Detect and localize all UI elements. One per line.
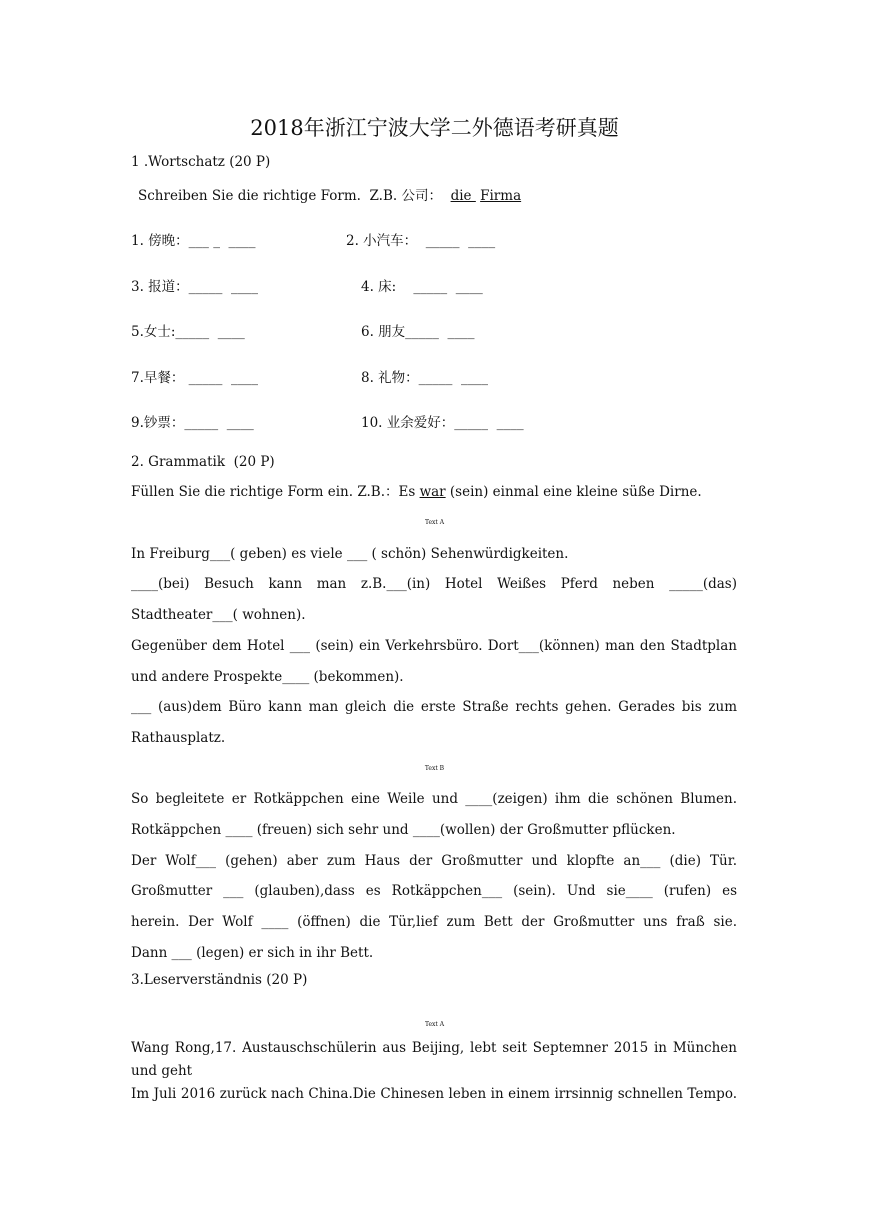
section-1-instruction xyxy=(138,187,521,205)
section-2-instruction-tail: (sein) einmal eine kleine süße Dirne. xyxy=(445,484,702,500)
grammar-text-a-line: ___ (aus)dem Büro kann man gleich die erste Straße rechts gehen. Gerades bis zum xyxy=(131,699,737,715)
reading-text-a-label: Text A xyxy=(424,1021,445,1028)
section-3-heading: 3.Leserverständnis (20 P) xyxy=(131,972,308,988)
grammar-text-a-line: und andere Prospekte____ (bekommen). xyxy=(131,669,404,685)
grammar-text-b-line: Der Wolf___ (gehen) aber zum Haus der Großmutter und klopfte an___ (die) Tür. xyxy=(131,853,737,869)
reading-text-a-line: Im Juli 2016 zurück nach China.Die Chinesen leben in einem irrsinnig schnellen Tempo. xyxy=(131,1086,737,1102)
grammar-text-b-line: So begleitete er Rotkäppchen eine Weile und ____(zeigen) ihm die schönen Blumen. xyxy=(131,791,737,807)
section-2-heading: 2. Grammatik (20 P) xyxy=(131,454,275,470)
example-answer: war xyxy=(419,484,446,500)
vocab-item-7: 7.早餐： _____ ____ xyxy=(131,370,259,386)
section-2-instruction xyxy=(131,483,702,501)
grammar-text-b-line: Dann ___ (legen) er sich in ihr Bett. xyxy=(131,945,374,961)
reading-text-a-line: Wang Rong,17. Austauschschülerin aus Beijing, lebt seit Septemner 2015 in München xyxy=(131,1040,737,1056)
vocab-item-3: 3. 报道：_____ ____ xyxy=(131,279,259,295)
grammar-text-a-label: Text A xyxy=(424,519,445,526)
vocab-item-8: 8. 礼物：_____ ____ xyxy=(361,370,489,386)
grammar-text-b-line: Großmutter ___ (glauben),dass es Rotkäppchen___ (sein). Und sie____ (rufen) es xyxy=(131,883,737,899)
grammar-text-a-line: Stadtheater___( wohnen). xyxy=(131,607,306,623)
grammar-text-b-line: Rotkäppchen ____ (freuen) sich sehr und ____(wollen) der Großmutter pflücken. xyxy=(131,822,676,838)
vocab-item-10: 10. 业余爱好：_____ ____ xyxy=(361,415,524,431)
example-noun: Firma xyxy=(480,188,522,204)
grammar-text-a-line: Rathausplatz. xyxy=(131,730,226,746)
reading-text-a-line: und geht xyxy=(131,1063,193,1079)
section-1-heading: 1 .Wortschatz (20 P) xyxy=(131,154,271,170)
vocab-item-6: 6. 朋友_____ ____ xyxy=(361,324,475,340)
document-title: 2018年浙江宁波大学二外德语考研真题 xyxy=(250,116,619,140)
vocab-item-9: 9.钞票：_____ ____ xyxy=(131,415,254,431)
vocab-item-5: 5.女士:_____ ____ xyxy=(131,324,245,340)
example-article: die xyxy=(450,188,476,204)
grammar-text-b-label: Text B xyxy=(424,765,445,772)
grammar-text-a-line: ____(bei) Besuch kann man z.B.___(in) Hotel Weißes Pferd neben _____(das) xyxy=(131,576,737,592)
vocab-item-2: 2. 小汽车： _____ ____ xyxy=(346,233,496,249)
section-1-instruction-text: Schreiben Sie die richtige Form. Z.B. 公司： xyxy=(138,188,442,204)
grammar-text-a-line: Gegenüber dem Hotel ___ (sein) ein Verkehrsbüro. Dort___(können) man den Stadtplan xyxy=(131,638,737,654)
section-2-instruction-text: Füllen Sie die richtige Form ein. Z.B.：Es xyxy=(131,484,420,500)
grammar-text-a-line: In Freiburg___( geben) es viele ___ ( schön) Sehenwürdigkeiten. xyxy=(131,546,569,562)
vocab-item-4: 4. 床: _____ ____ xyxy=(361,279,483,295)
grammar-text-b-line: herein. Der Wolf ____ (öffnen) die Tür,lief zum Bett der Großmutter uns fraß sie. xyxy=(131,914,737,930)
vocab-item-1: 1. 傍晚：___ _ ____ xyxy=(131,233,256,249)
